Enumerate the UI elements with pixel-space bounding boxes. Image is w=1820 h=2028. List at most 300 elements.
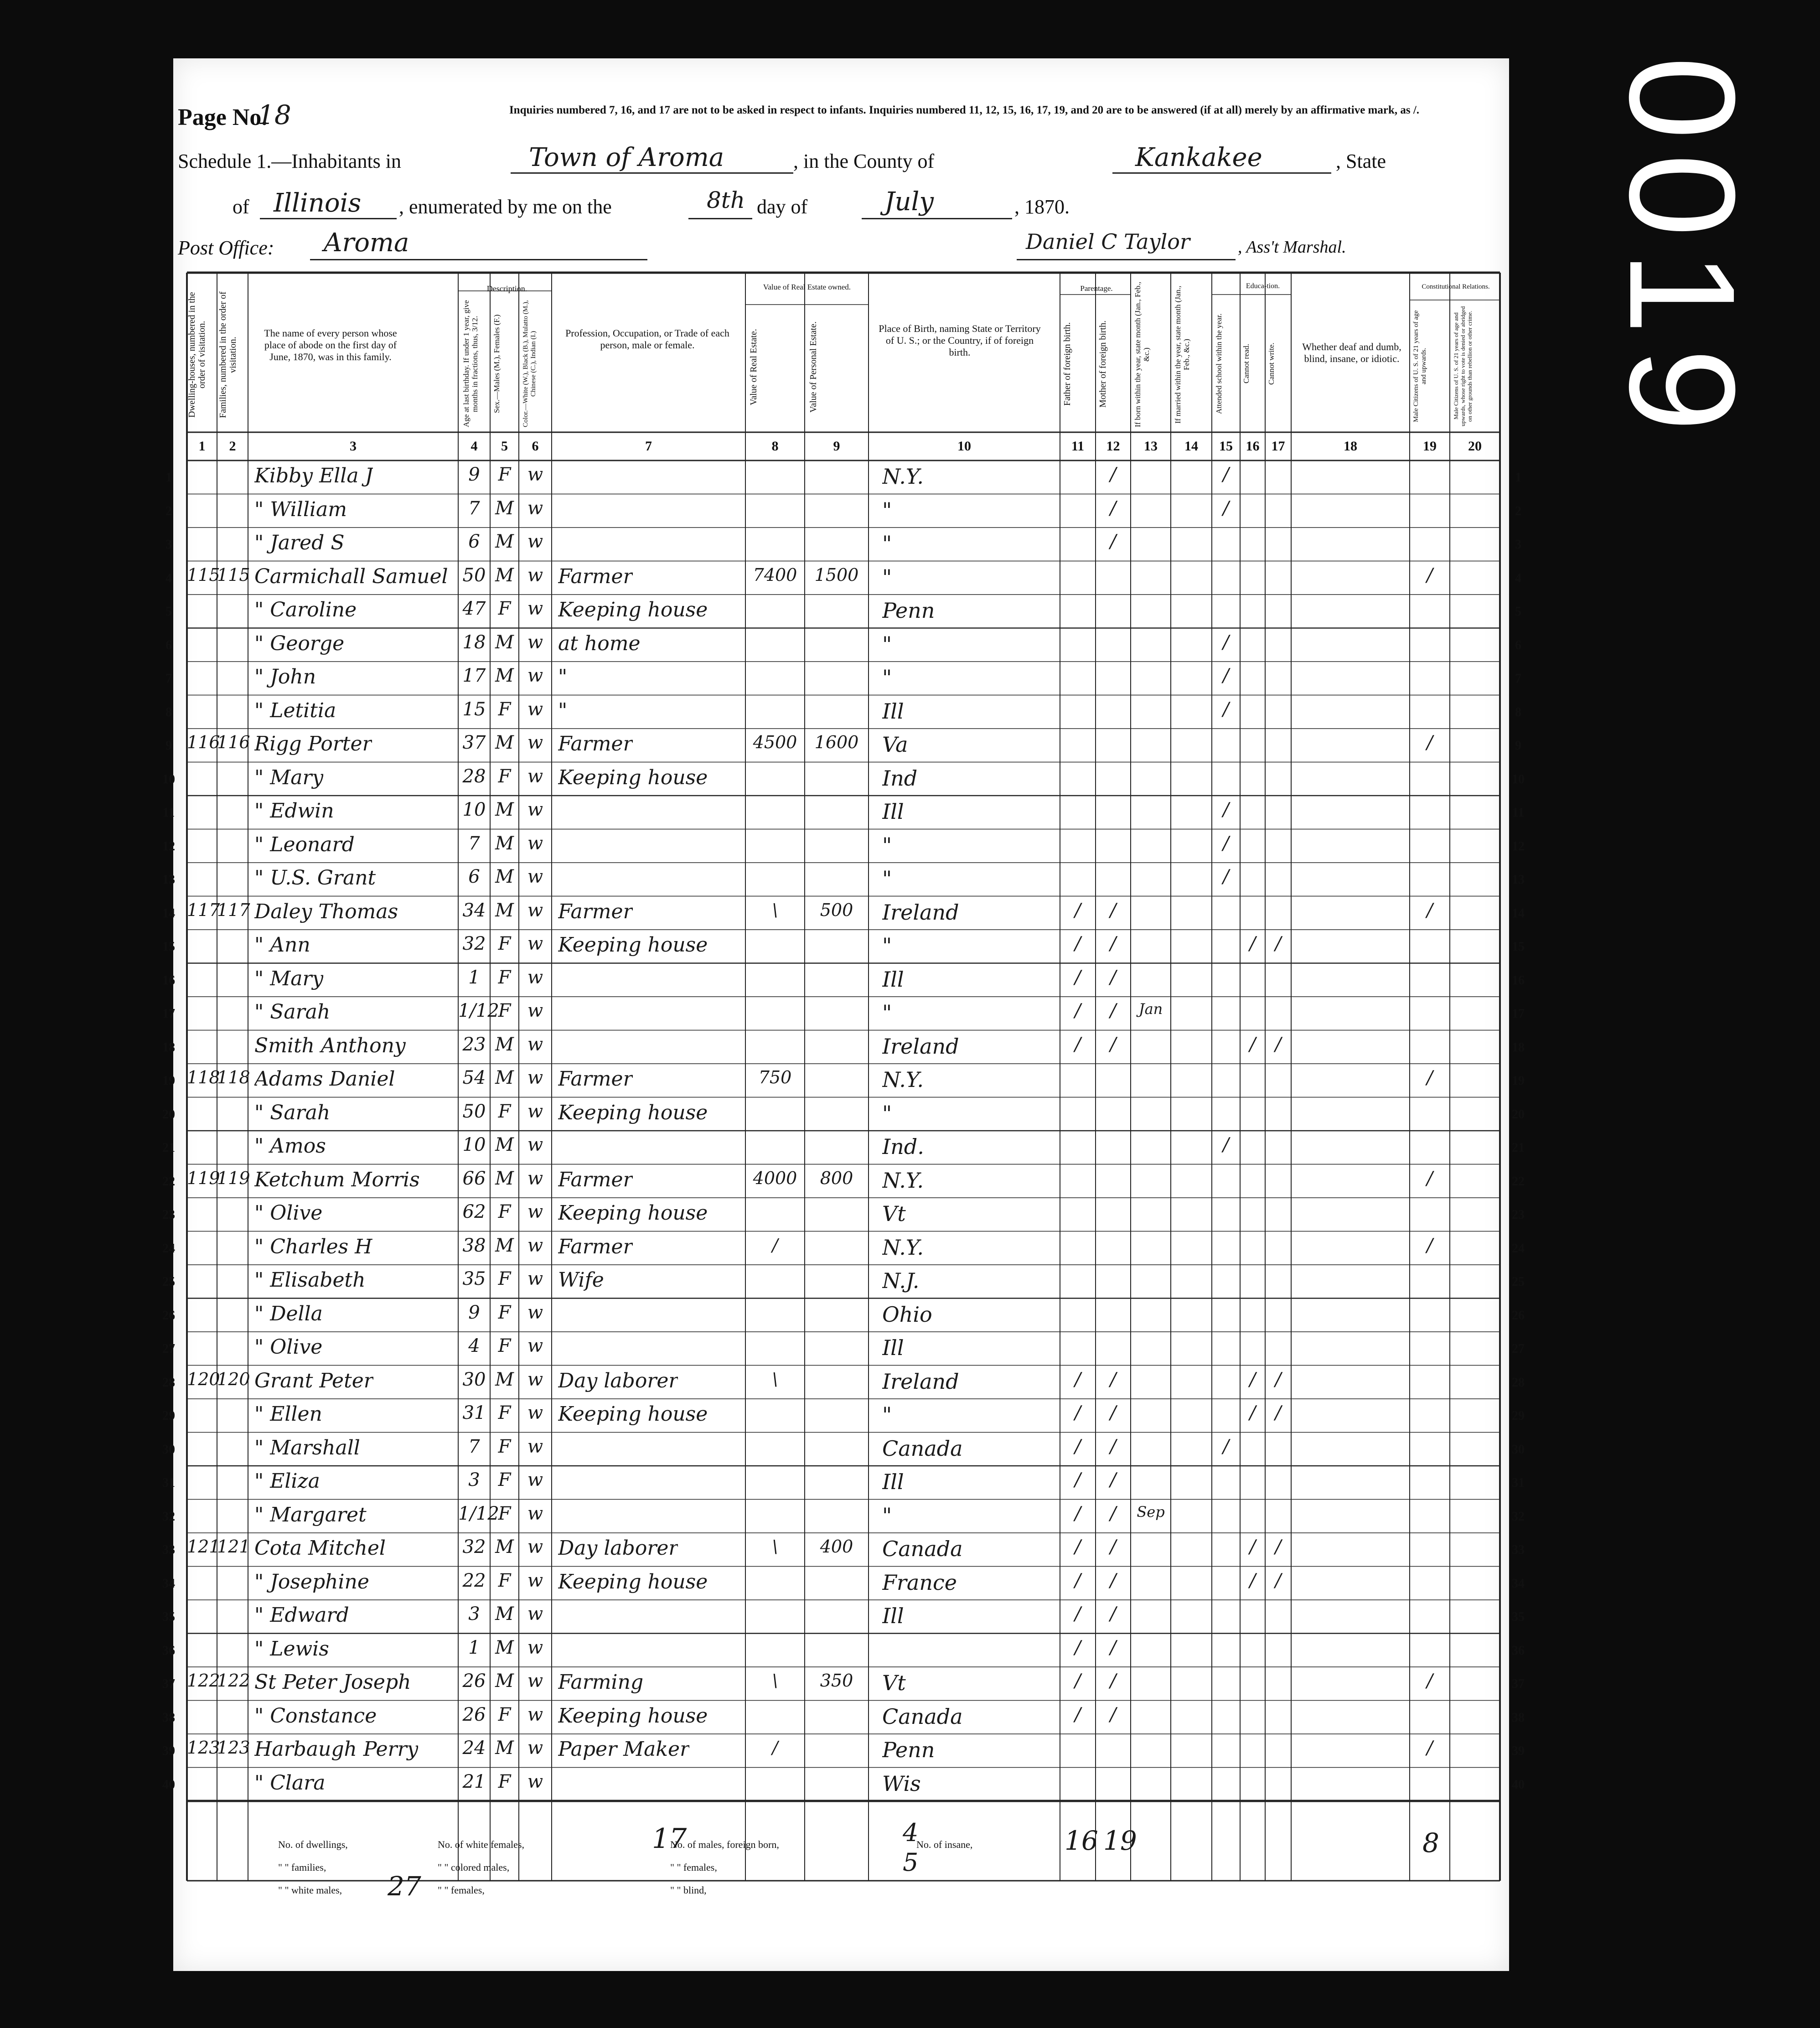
row-number-right: 16	[1512, 973, 1525, 988]
cell-birth: "	[882, 631, 892, 657]
cell-name: " Margaret	[254, 1503, 367, 1526]
cell-color: w	[527, 564, 543, 586]
cell-c17: /	[1275, 1402, 1282, 1423]
cell-age: 1/12	[458, 1000, 499, 1021]
cell-c11: /	[1075, 933, 1081, 954]
cell-name: " Charles H	[254, 1235, 372, 1258]
row-number-right: 1	[1515, 471, 1521, 485]
cell-sex: F	[498, 698, 511, 720]
cell-sex: F	[498, 1302, 511, 1323]
cell-birth: Ill	[882, 799, 904, 824]
row-number-right: 33	[1512, 1543, 1525, 1557]
cell-c11: /	[1075, 1671, 1081, 1692]
cell-sex: F	[498, 464, 511, 485]
row-number-right: 13	[1512, 873, 1525, 887]
cell-re: /	[772, 1738, 778, 1758]
column-number: 3	[350, 439, 357, 454]
row-number-left: 8	[165, 705, 172, 719]
cell-f: 117	[217, 900, 250, 920]
cell-occ: Keeping house	[558, 598, 708, 621]
cell-color: w	[527, 1067, 543, 1088]
column-number: 6	[532, 439, 539, 454]
cell-color: w	[527, 1335, 543, 1356]
cell-occ: Farmer	[558, 1168, 633, 1191]
column-number: 19	[1423, 439, 1437, 454]
column-number: 15	[1219, 439, 1233, 454]
cell-sex: F	[498, 1436, 511, 1457]
cell-name: " Elisabeth	[254, 1268, 366, 1292]
header-occupation: Profession, Occupation, or Trade of each person, male or female.	[565, 327, 729, 351]
cell-birth: Wis	[882, 1771, 921, 1796]
cell-color: w	[527, 1704, 543, 1725]
cell-color: w	[527, 833, 543, 854]
cell-pe: 1600	[814, 732, 859, 752]
row-number-left: 26	[162, 1308, 175, 1323]
cell-color: w	[527, 1436, 543, 1457]
film-frame-number	[1564, 0, 1801, 502]
county-value: Kankakee	[1135, 143, 1262, 172]
header-cannot-read: Cannot read.	[1242, 344, 1251, 384]
footer-foreign-males-label: No. of males, foreign born,	[670, 1839, 779, 1850]
row-number-left: 39	[162, 1744, 175, 1758]
cell-birth: N.Y.	[882, 1067, 924, 1092]
cell-color: w	[527, 464, 543, 485]
cell-color: w	[527, 531, 543, 552]
cell-d: 117	[187, 900, 220, 920]
cell-age: 4	[468, 1335, 480, 1356]
cell-color: w	[527, 1604, 543, 1624]
cell-f: 116	[217, 732, 250, 752]
row-number-left: 1	[165, 471, 172, 485]
cell-color: w	[527, 497, 543, 519]
cell-name: " Olive	[254, 1335, 323, 1359]
cell-c11: /	[1075, 1604, 1081, 1624]
cell-birth: Ill	[882, 967, 904, 992]
cell-occ: Keeping house	[558, 1402, 708, 1426]
cell-d: 118	[187, 1067, 220, 1087]
footer-foreign-females-label: " " females,	[670, 1862, 717, 1873]
cell-birth: Ill	[882, 1469, 904, 1494]
cell-c16: /	[1249, 1034, 1256, 1055]
county-label: , in the County of	[793, 150, 935, 172]
post-office-label: Post Office:	[178, 237, 274, 259]
cell-sex: M	[495, 866, 514, 887]
cell-color: w	[527, 1268, 543, 1289]
cell-d: 121	[187, 1537, 220, 1557]
row-number-right: 36	[1512, 1643, 1525, 1658]
row-number-right: 2	[1515, 504, 1521, 518]
cell-birth: Ireland	[882, 1369, 959, 1394]
cell-c13: Jan	[1138, 1000, 1163, 1018]
cell-sex: M	[495, 1671, 514, 1692]
cell-sex: F	[498, 1570, 511, 1591]
header-personal-estate: Value of Personal Estate.	[808, 321, 818, 413]
state-label: , State	[1336, 150, 1386, 172]
row-number-left: 16	[162, 973, 175, 988]
column-number: 5	[501, 439, 508, 454]
row-number-left: 2	[165, 504, 172, 518]
cell-age: 10	[462, 1134, 486, 1155]
cell-d: 123	[187, 1738, 220, 1758]
row-number-right: 11	[1512, 806, 1525, 820]
cell-sex: F	[498, 933, 511, 954]
cell-c17: /	[1275, 1570, 1282, 1591]
cell-c11: /	[1075, 1034, 1081, 1055]
cell-sex: M	[495, 1168, 514, 1189]
cell-birth: "	[882, 1503, 892, 1528]
cell-c12: /	[1110, 1637, 1117, 1658]
cell-re: 4500	[753, 732, 797, 752]
cell-f: 119	[217, 1168, 250, 1188]
row-number-right: 26	[1512, 1308, 1525, 1323]
cell-age: 50	[462, 1101, 486, 1122]
cell-birth: "	[882, 531, 892, 556]
cell-sex: M	[495, 1235, 514, 1256]
cell-c19: /	[1427, 732, 1433, 753]
cell-c12: /	[1110, 933, 1117, 954]
row-number-right: 9	[1515, 739, 1521, 753]
row-number-right: 37	[1512, 1677, 1525, 1691]
enumerated-label: , enumerated by me on the	[399, 196, 612, 218]
column-number: 18	[1344, 439, 1357, 454]
cell-sex: F	[498, 1469, 511, 1490]
post-office-value: Aroma	[324, 228, 409, 258]
cell-name: " Mary	[254, 967, 324, 990]
cell-name: Smith Anthony	[254, 1034, 406, 1057]
row-number-right: 19	[1512, 1074, 1525, 1088]
column-number: 16	[1246, 439, 1260, 454]
cell-birth: "	[882, 564, 892, 590]
cell-age: 7	[468, 497, 480, 519]
column-number: 7	[645, 439, 652, 454]
cell-color: w	[527, 1537, 543, 1557]
cell-sex: F	[498, 967, 511, 988]
cell-birth: Ind.	[882, 1134, 924, 1159]
cell-name: " Caroline	[254, 598, 357, 621]
cell-color: w	[527, 1570, 543, 1591]
row-number-left: 7	[165, 672, 172, 686]
cell-c17: /	[1275, 933, 1282, 954]
row-number-right: 28	[1512, 1375, 1525, 1390]
cell-birth: Canada	[882, 1436, 963, 1461]
row-number-left: 33	[162, 1543, 175, 1557]
row-number-right: 35	[1512, 1610, 1525, 1624]
cell-color: w	[527, 1637, 543, 1658]
cell-name: Rigg Porter	[254, 732, 372, 755]
cell-color: w	[527, 1235, 543, 1256]
cell-c12: /	[1110, 1604, 1117, 1624]
cell-name: Daley Thomas	[254, 900, 398, 923]
cell-c11: /	[1075, 1704, 1081, 1725]
cell-color: w	[527, 1369, 543, 1390]
cell-sex: F	[498, 1335, 511, 1356]
cell-sex: M	[495, 1067, 514, 1088]
row-number-right: 6	[1515, 638, 1521, 652]
cell-occ: Farmer	[558, 732, 633, 755]
cell-c19: /	[1427, 900, 1433, 921]
cell-age: 54	[462, 1067, 486, 1088]
row-number-right: 29	[1512, 1409, 1525, 1423]
row-number-right: 24	[1512, 1241, 1525, 1256]
row-number-left: 31	[162, 1476, 175, 1490]
row-number-right: 23	[1512, 1208, 1525, 1222]
cell-name: " Edwin	[254, 799, 334, 823]
row-number-left: 17	[162, 1007, 175, 1021]
cell-occ: "	[558, 665, 568, 688]
cell-name: " Ellen	[254, 1402, 322, 1426]
cell-birth: Canada	[882, 1704, 963, 1729]
instructions-notice: Inquiries numbered 7, 16, and 17 are not to be asked in respect to infants. Inquiries numbered 11, 12, 15, 16, 17, 19, and 20 are to be answered (if at all) merely by an affirmative mark, as /.	[509, 104, 1420, 116]
cell-sex: M	[495, 799, 514, 820]
cell-c11: /	[1075, 1000, 1081, 1021]
row-number-left: 13	[162, 873, 175, 887]
cell-age: 7	[468, 1436, 480, 1457]
row-number-left: 36	[162, 1643, 175, 1658]
cell-c11: /	[1075, 1469, 1081, 1490]
cell-birth: Ireland	[882, 1034, 959, 1059]
cell-age: 32	[462, 933, 486, 954]
cell-sex: M	[495, 1537, 514, 1557]
row-number-right: 3	[1515, 538, 1521, 552]
cell-name: " John	[254, 665, 316, 688]
cell-sex: M	[495, 1738, 514, 1759]
cell-birth: Ill	[882, 1604, 904, 1628]
cell-birth: N.J.	[882, 1268, 920, 1293]
cell-age: 1	[468, 967, 480, 988]
cell-color: w	[527, 933, 543, 954]
cell-birth: Ind	[882, 766, 918, 791]
cell-birth: Ireland	[882, 900, 959, 925]
header-attended-school: Attended school within the year.	[1215, 313, 1223, 414]
row-number-right: 39	[1512, 1744, 1525, 1758]
column-number: 13	[1144, 439, 1158, 454]
cell-name: " Josephine	[254, 1570, 369, 1593]
column-number: 17	[1271, 439, 1285, 454]
cell-sex: F	[498, 1268, 511, 1289]
schedule-label: Schedule 1.—Inhabitants in	[178, 150, 402, 172]
cell-age: 18	[462, 631, 486, 653]
row-number-left: 22	[162, 1174, 175, 1189]
header-value-group: Value of Real Estate owned.	[763, 283, 851, 291]
header-real-estate: Value of Real Estate.	[749, 329, 759, 406]
cell-birth: Ill	[882, 1335, 904, 1360]
cell-re: 750	[758, 1067, 792, 1087]
cell-d: 122	[187, 1671, 220, 1691]
cell-birth: Penn	[882, 1738, 935, 1762]
cell-birth: France	[882, 1570, 957, 1595]
cell-c12: /	[1110, 1436, 1117, 1457]
cell-occ: Day laborer	[558, 1369, 678, 1392]
cell-color: w	[527, 1000, 543, 1021]
header-vote-denied: Male Citizens of U. S. of 21 years of age and upwards, whose right to vote is denied or abridged on other grounds than rebellion or other crime.	[1453, 306, 1473, 426]
cell-c15: /	[1223, 631, 1229, 653]
row-number-left: 30	[162, 1442, 175, 1457]
cell-f: 120	[217, 1369, 250, 1389]
cell-birth: "	[882, 1402, 892, 1427]
cell-c19: /	[1427, 1235, 1433, 1256]
cell-f: 115	[217, 564, 250, 585]
footer-insane-label: No. of insane,	[916, 1839, 973, 1850]
row-number-right: 30	[1512, 1442, 1525, 1457]
footer-families-label: " " families,	[278, 1862, 326, 1873]
cell-c12: /	[1110, 1537, 1117, 1557]
cell-f: 122	[217, 1671, 250, 1691]
footer-total-father-foreign: 16	[1065, 1825, 1098, 1856]
cell-name: " Edward	[254, 1604, 349, 1627]
cell-c15: /	[1223, 799, 1229, 820]
cell-color: w	[527, 799, 543, 820]
cell-c16: /	[1249, 1402, 1256, 1423]
row-number-left: 6	[165, 638, 172, 652]
cell-age: 21	[462, 1771, 486, 1792]
cell-age: 3	[468, 1469, 480, 1490]
header-father-foreign: Father of foreign birth.	[1062, 322, 1072, 406]
cell-birth: Ill	[882, 698, 904, 724]
cell-color: w	[527, 1771, 543, 1792]
cell-name: " Sarah	[254, 1000, 331, 1024]
cell-birth: Vt	[882, 1201, 906, 1226]
row-number-left: 5	[165, 605, 172, 619]
cell-name: " George	[254, 631, 345, 655]
header-birthplace: Place of Birth, naming State or Territory of U. S.; or the Country, if of foreign birth.	[879, 323, 1041, 358]
cell-age: 26	[462, 1704, 486, 1725]
cell-c12: /	[1110, 1570, 1117, 1591]
cell-name: " Ann	[254, 933, 310, 957]
row-number-right: 34	[1512, 1576, 1525, 1591]
cell-name: Harbaugh Perry	[254, 1738, 419, 1761]
header-married-within-year: If married within the year, state month (Jan., Feb., &c.)	[1174, 285, 1191, 424]
cell-age: 9	[468, 1302, 480, 1323]
cell-c11: /	[1075, 967, 1081, 988]
cell-c12: /	[1110, 967, 1117, 988]
cell-occ: Keeping house	[558, 1101, 708, 1124]
cell-birth: "	[882, 1101, 892, 1126]
row-number-right: 14	[1512, 906, 1525, 921]
cell-sex: M	[495, 1637, 514, 1658]
cell-name: " William	[254, 497, 347, 521]
cell-sex: M	[495, 1369, 514, 1390]
cell-name: Grant Peter	[254, 1369, 373, 1392]
cell-sex: F	[498, 1503, 511, 1524]
cell-c12: /	[1110, 900, 1117, 921]
cell-birth: Canada	[882, 1537, 963, 1561]
cell-age: 23	[462, 1034, 486, 1055]
cell-age: 7	[468, 833, 480, 854]
cell-pe: 500	[820, 900, 853, 920]
row-number-left: 21	[162, 1141, 175, 1155]
cell-color: w	[527, 1101, 543, 1122]
row-number-left: 10	[162, 772, 175, 786]
year-label: , 1870.	[1014, 196, 1070, 218]
footer-blind-label: " " blind,	[670, 1884, 707, 1896]
cell-name: St Peter Joseph	[254, 1671, 411, 1694]
cell-occ: Keeping house	[558, 1570, 708, 1593]
cell-name: " Sarah	[254, 1101, 331, 1124]
footer-white-males: 27	[388, 1871, 421, 1902]
state-value: Illinois	[274, 188, 362, 218]
cell-c15: /	[1223, 665, 1229, 686]
row-number-left: 4	[165, 571, 172, 585]
row-number-right: 17	[1512, 1007, 1525, 1021]
row-number-right: 25	[1512, 1275, 1525, 1289]
column-number: 10	[957, 439, 971, 454]
cell-c12: /	[1110, 1469, 1117, 1490]
cell-occ: Wife	[558, 1268, 604, 1292]
cell-c12: /	[1110, 531, 1117, 552]
cell-c13: Sep	[1137, 1503, 1165, 1521]
cell-birth: N.Y.	[882, 1168, 924, 1193]
cell-occ: Farmer	[558, 1235, 633, 1258]
page-label: Page No.	[178, 104, 268, 130]
cell-c19: /	[1427, 1671, 1433, 1692]
cell-c15: /	[1223, 1134, 1229, 1155]
cell-birth: "	[882, 497, 892, 523]
cell-age: 17	[462, 665, 486, 686]
cell-birth: N.Y.	[882, 1235, 924, 1260]
cell-sex: M	[495, 497, 514, 519]
row-number-left: 3	[165, 538, 172, 552]
cell-occ: Keeping house	[558, 933, 708, 957]
cell-age: 22	[462, 1570, 486, 1591]
row-number-right: 5	[1515, 605, 1521, 619]
cell-c11: /	[1075, 1637, 1081, 1658]
header-parentage: Parentage.	[1080, 284, 1113, 293]
row-number-right: 21	[1512, 1141, 1525, 1155]
row-number-right: 12	[1512, 839, 1525, 854]
footer-foreign-females: 5	[903, 1848, 919, 1877]
cell-c17: /	[1275, 1369, 1282, 1390]
cell-age: 66	[462, 1168, 486, 1189]
cell-sex: M	[495, 732, 514, 753]
row-number-right: 10	[1512, 772, 1525, 786]
cell-c12: /	[1110, 464, 1117, 485]
column-number: 12	[1106, 439, 1120, 454]
cell-name: " U.S. Grant	[254, 866, 376, 890]
cell-occ: Day laborer	[558, 1537, 678, 1560]
header-color: Color.—White (W.), Black (B.), Mulatto (M.), Chinese (C.), Indian (I.)	[522, 300, 537, 428]
row-number-right: 22	[1512, 1174, 1525, 1189]
cell-c12: /	[1110, 1402, 1117, 1423]
row-number-right: 20	[1512, 1107, 1525, 1122]
row-number-right: 18	[1512, 1040, 1525, 1055]
cell-name: " Amos	[254, 1134, 326, 1158]
cell-birth: "	[882, 833, 892, 858]
cell-re: 4000	[753, 1168, 797, 1188]
cell-age: 3	[468, 1604, 480, 1624]
cell-sex: M	[495, 1034, 514, 1055]
cell-re: \	[772, 1369, 778, 1389]
row-number-left: 34	[162, 1576, 175, 1591]
cell-c12: /	[1110, 1503, 1117, 1524]
row-number-right: 32	[1512, 1509, 1525, 1524]
cell-c16: /	[1249, 1369, 1256, 1390]
cell-c15: /	[1223, 833, 1229, 854]
cell-name: " Lewis	[254, 1637, 329, 1661]
row-number-right: 40	[1512, 1777, 1525, 1792]
cell-pe: 400	[820, 1537, 853, 1557]
column-number: 2	[229, 439, 236, 454]
cell-d: 119	[187, 1168, 220, 1188]
cell-age: 32	[462, 1537, 486, 1557]
cell-name: Kibby Ella J	[254, 464, 373, 487]
cell-color: w	[527, 1201, 543, 1222]
cell-c11: /	[1075, 1402, 1081, 1423]
footer-colored-females-label: " " females,	[438, 1884, 485, 1896]
cell-occ: Farmer	[558, 564, 633, 588]
footer-dwellings-label: No. of dwellings,	[278, 1839, 348, 1850]
cell-c11: /	[1075, 1369, 1081, 1390]
cell-c17: /	[1275, 1034, 1282, 1055]
